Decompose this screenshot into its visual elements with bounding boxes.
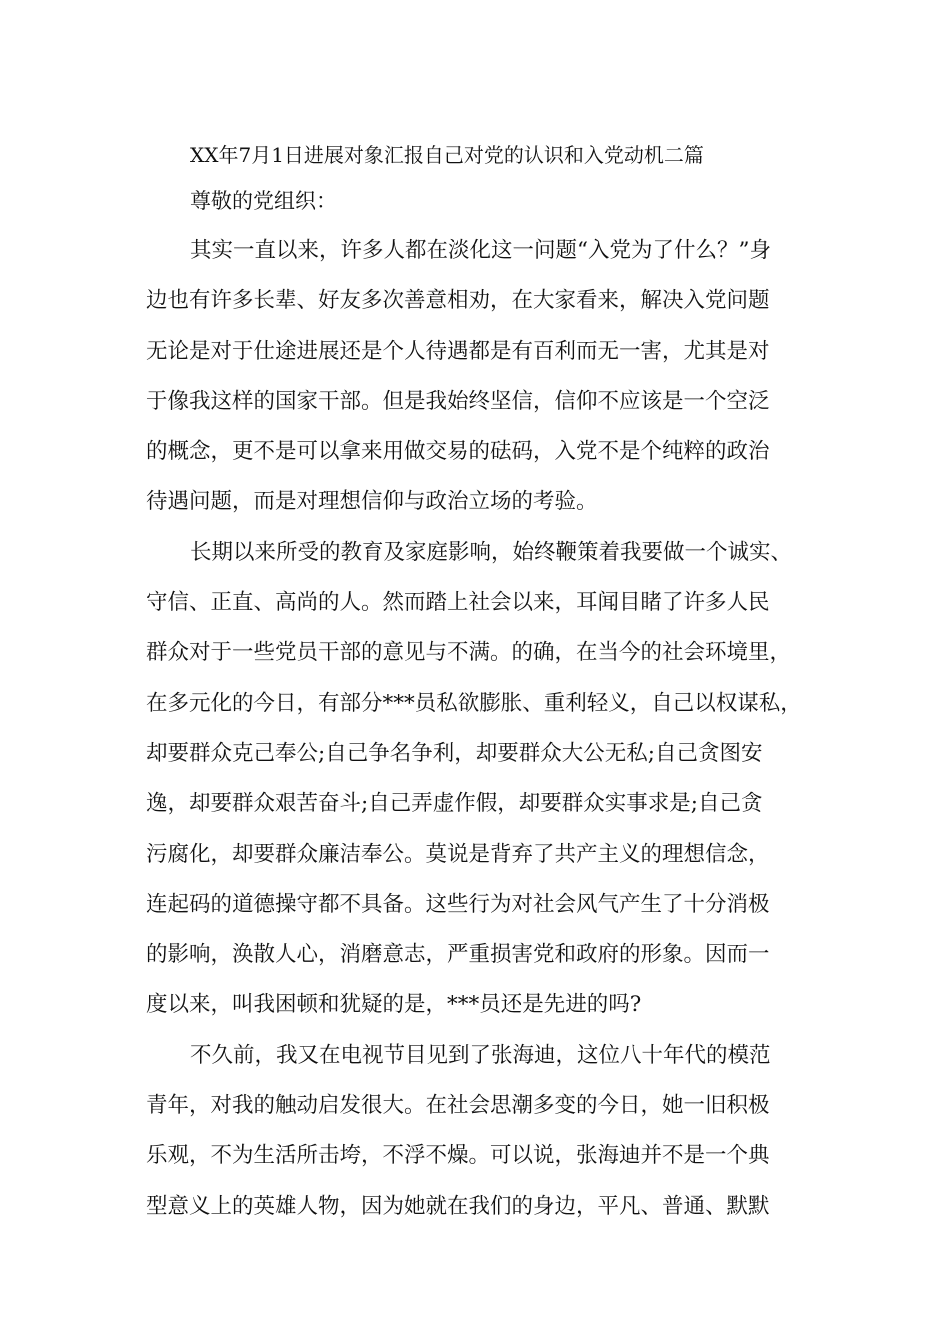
document-body [146, 236, 810, 1242]
text-line: 污腐化，却要群众廉洁奉公。莫说是背弃了共产主义的理想信念， [146, 841, 770, 867]
text-line: 守信、正直、高尚的人。然而踏上社会以来，耳闻目睹了许多人民 [146, 590, 770, 616]
text-line: 群众对于一些党员干部的意见与不满。的确，在当今的社会环境里， [146, 640, 792, 666]
document-title: XX年7月1日进展对象汇报自己对党的认识和入党动机二篇 [190, 143, 704, 167]
text-line: 其实一直以来，许多人都在淡化这一问题“入党为了什么？”身 [190, 238, 771, 263]
text-line: 的影响，涣散人心，消磨意志，严重损害党和政府的形象。因而一 [146, 942, 770, 968]
text-line: 在多元化的今日，有部分***员私欲膨胀、重利轻义，自己以权谋私， [146, 690, 802, 716]
text-line: 度以来，叫我困顿和犹疑的是，***员还是先进的吗? [146, 992, 642, 1018]
paragraph-3 [146, 1041, 810, 1242]
text-line: 逸，却要群众艰苦奋斗;自己弄虚作假，却要群众实事求是;自己贪 [146, 791, 763, 817]
salutation: 尊敬的党组织： [190, 189, 337, 213]
text-line: 却要群众克己奉公;自己争名争利，却要群众大公无私;自己贪图安 [146, 740, 763, 766]
text-line: 于像我这样的国家干部。但是我始终坚信，信仰不应该是一个空泛 [146, 388, 770, 414]
text-line: 长期以来所受的教育及家庭影响，始终鞭策着我要做一个诚实、 [190, 539, 793, 565]
text-line: 青年，对我的触动启发很大。在社会思潮多变的今日，她一旧积极 [146, 1093, 770, 1119]
text-line: 的概念，更不是可以拿来用做交易的砝码，入党不是个纯粹的政治 [146, 439, 770, 465]
text-line: 边也有许多长辈、好友多次善意相劝，在大家看来，解决入党问题 [146, 288, 770, 314]
text-line: 待遇问题，而是对理想信仰与政治立场的考验。 [146, 489, 598, 515]
paragraph-2 [146, 538, 810, 1041]
text-line: 型意义上的英雄人物，因为她就在我们的身边，平凡、普通、默默 [146, 1193, 770, 1219]
text-line: 乐观，不为生活所击垮，不浮不燥。可以说，张海迪并不是一个典 [146, 1143, 770, 1169]
text-line: 不久前，我又在电视节目见到了张海迪，这位八十年代的模范 [190, 1042, 771, 1068]
paragraph-1 [146, 236, 810, 538]
text-line: 连起码的道德操守都不具备。这些行为对社会风气产生了十分消极 [146, 891, 770, 917]
text-line: 无论是对于仕途进展还是个人待遇都是有百利而无一害，尤其是对 [146, 338, 770, 364]
